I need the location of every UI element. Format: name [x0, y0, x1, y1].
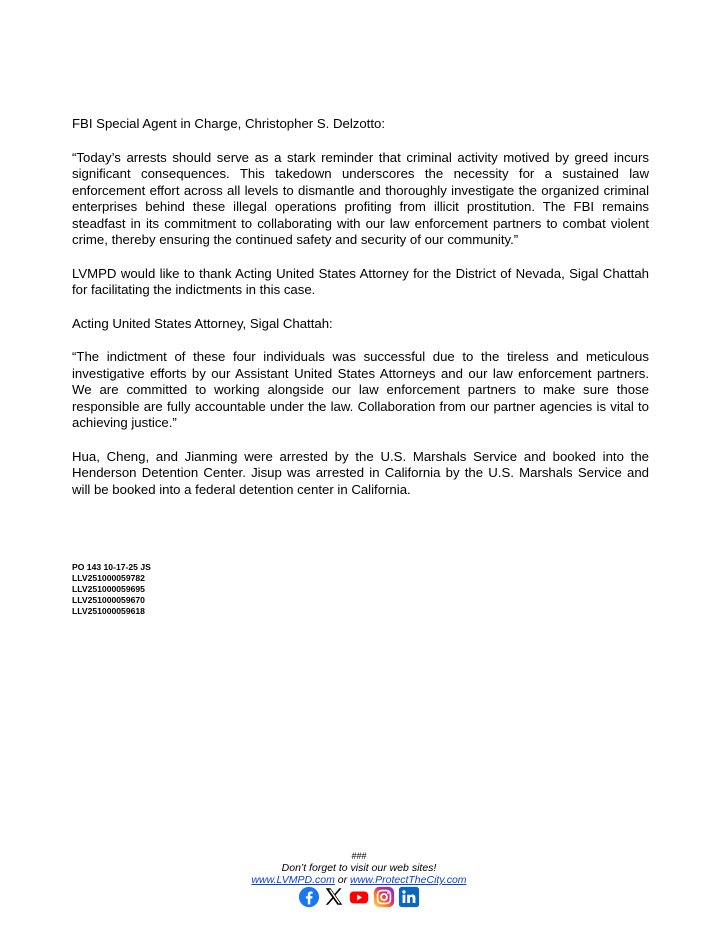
- reference-line: LLV251000059782: [72, 572, 145, 583]
- reference-line: LLV251000059618: [72, 605, 145, 616]
- social-icons: [298, 886, 420, 908]
- reference-line: LLV251000059670: [72, 594, 145, 605]
- instagram-icon[interactable]: [373, 886, 395, 908]
- footer-separator: ###: [351, 851, 367, 861]
- youtube-icon[interactable]: [348, 886, 370, 908]
- facebook-icon[interactable]: [298, 886, 320, 908]
- attorney-quote: “The indictment of these four individuals was successful due to the tireless and meticulous investigative efforts by our Assistant United States Attorneys and our law enforcement partners. We are committed to working alongside our law enforcement partners to make sure those responsible are fully accountable under the law. Collaboration from our partner agencies is vital to achieving justice.”: [72, 349, 649, 430]
- footer: [0, 850, 718, 886]
- press-release-body: [72, 116, 649, 515]
- reference-line: LLV251000059695: [72, 583, 145, 594]
- protectthecity-link[interactable]: www.ProtectTheCity.com: [350, 874, 467, 886]
- x-icon[interactable]: [323, 886, 345, 908]
- lvmpd-link[interactable]: www.LVMPD.com: [251, 874, 335, 886]
- thanks-paragraph: LVMPD would like to thank Acting United States Attorney for the District of Nevada, Sigal Chattah for facilitating the indictments in this case.: [72, 265, 649, 297]
- linkedin-icon[interactable]: [398, 886, 420, 908]
- attorney-speaker-line: Acting United States Attorney, Sigal Chattah:: [72, 315, 333, 331]
- reference-numbers: [72, 562, 151, 617]
- footer-links: [0, 874, 718, 886]
- fbi-quote: “Today’s arrests should serve as a stark reminder that criminal activity motived by greed incurs significant consequences. This takedown underscores the necessity for a sustained law enforcement effort across all levels to dismantle and thoroughly investigate the organized criminal enterprises behind these illegal operations profiting from illicit prostitution. The FBI remains steadfast in its commitment to collaborating with our law enforcement partners to combat violent crime, thereby ensuring the continued safety and security of our community.”: [72, 149, 649, 247]
- reference-line: PO 143 10-17-25 JS: [72, 562, 151, 572]
- arrest-details-paragraph: Hua, Cheng, and Jianming were arrested by the U.S. Marshals Service and booked into the Henderson Detention Center. Jisup was arrested in California by the U.S. Marshals Service and will be booked into a federal detention center in California.: [72, 448, 649, 497]
- footer-tagline: Don’t forget to visit our web sites!: [281, 862, 437, 874]
- fbi-speaker-line: FBI Special Agent in Charge, Christopher S. Delzotto:: [72, 116, 385, 131]
- footer-or-text: or: [334, 874, 351, 886]
